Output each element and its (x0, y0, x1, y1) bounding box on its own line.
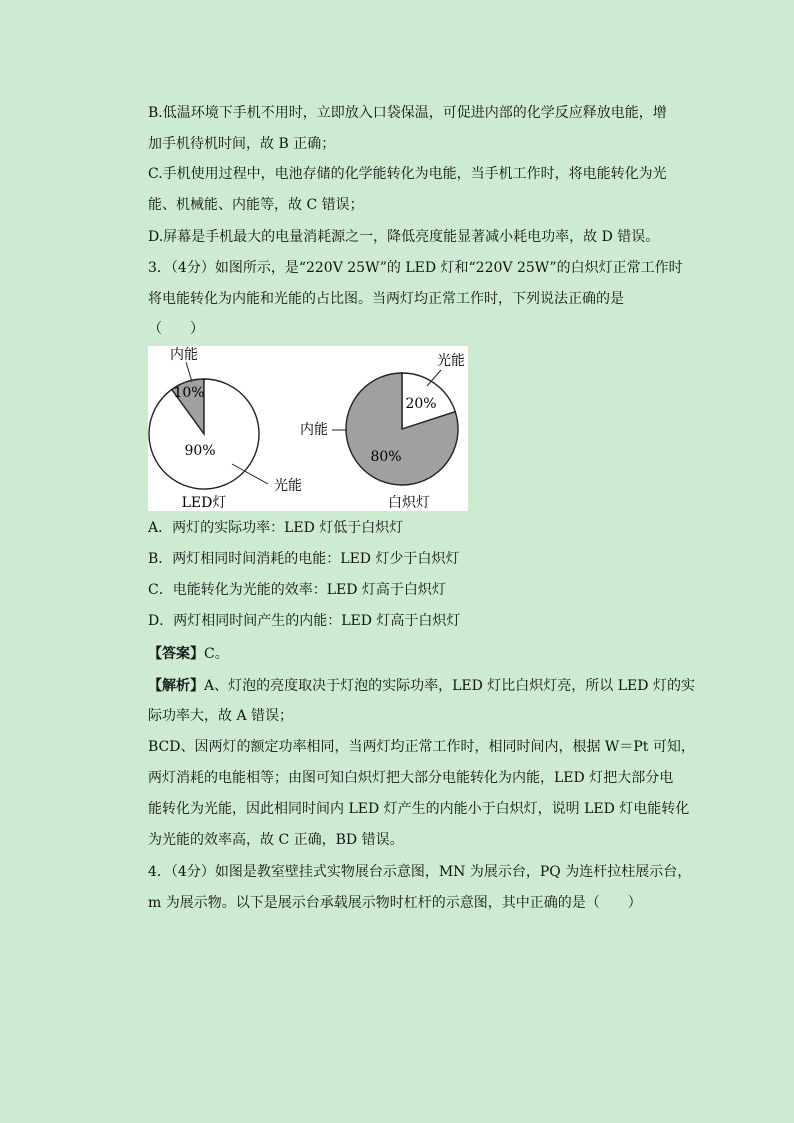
answer-line (148, 644, 229, 664)
analysis-line: 两灯消耗的电能相等；由图可知白炽灯把大部分电能转化为内能，LED 灯把大部分电 (148, 770, 674, 786)
question-4-stem: 4．（4分）如图是教室壁挂式实物展台示意图，MN 为展示台，PQ 为连杆拉柱展示台， (148, 864, 692, 880)
question-3-stem: 将电能转化为内能和光能的占比图。当两灯均正常工作时，下列说法正确的是 (148, 291, 624, 307)
incandescent-internal-percent: 80% (370, 449, 402, 465)
text-line: 加手机待机时间，故 B 正确； (148, 136, 336, 152)
text-line: 能、机械能、内能等，故 C 错误； (148, 197, 364, 213)
text-line: D.屏幕是手机最大的电量消耗源之一，降低亮度能显著减小耗电功率，故 D 错误。 (148, 229, 660, 245)
text-line: B.低温环境下手机不用时，立即放入口袋保温，可促进内部的化学反应释放电能，增 (148, 105, 667, 121)
led-internal-label: 内能 (170, 347, 198, 363)
led-pie-chart (149, 346, 302, 511)
analysis-line (148, 676, 695, 696)
led-chart-title: LED灯 (181, 495, 227, 511)
pie-charts-figure (148, 346, 468, 511)
answer-tag: 【答案】 (148, 646, 204, 662)
option-d: D．两灯相同时间产生的内能：LED 灯高于白炽灯 (148, 613, 461, 629)
analysis-line: 际功率大，故 A 错误； (148, 708, 294, 724)
incandescent-chart-title: 白炽灯 (388, 495, 430, 511)
option-b: B．两灯相同时间消耗的电能：LED 灯少于白炽灯 (148, 551, 460, 567)
led-light-label: 光能 (274, 478, 302, 494)
option-a: A．两灯的实际功率：LED 灯低于白炽灯 (148, 520, 404, 536)
question-3-stem: 3．（4分）如图所示，是“220V 25W”的 LED 灯和“220V 25W”的白炽灯正常工作时 (148, 260, 683, 276)
option-c: C．电能转化为光能的效率：LED 灯高于白炽灯 (148, 582, 446, 598)
analysis-line: 为光能的效率高，故 C 正确，BD 错误。 (148, 832, 404, 848)
led-light-percent: 90% (184, 443, 216, 459)
led-internal-leader (186, 362, 192, 382)
analysis-line: BCD、因两灯的额定功率相同，当两灯均正常工作时，相同时间内，根据 W＝Pt 可知， (148, 739, 695, 755)
answer-text: C。 (204, 646, 229, 662)
incandescent-light-percent: 20% (405, 396, 437, 412)
analysis-line: 能转化为光能，因此相同时间内 LED 灯产生的内能小于白炽灯，说明 LED 灯电能转化 (148, 801, 690, 817)
incandescent-internal-label: 内能 (300, 422, 328, 438)
incandescent-pie-chart (300, 352, 465, 511)
analysis-text: A、灯泡的亮度取决于灯泡的实际功率，LED 灯比白炽灯亮，所以 LED 灯的实 (204, 678, 695, 694)
analysis-tag: 【解析】 (148, 678, 204, 694)
incandescent-light-label: 光能 (437, 353, 465, 369)
question-4-stem: m 为展示物。以下是展示台承载展示物时杠杆的示意图，其中正确的是（ ） (148, 895, 642, 911)
text-line: C.手机使用过程中，电池存储的化学能转化为电能，当手机工作时，将电能转化为光 (148, 166, 667, 182)
answer-blank: （ ） (148, 321, 204, 337)
led-internal-percent: 10% (173, 385, 205, 401)
